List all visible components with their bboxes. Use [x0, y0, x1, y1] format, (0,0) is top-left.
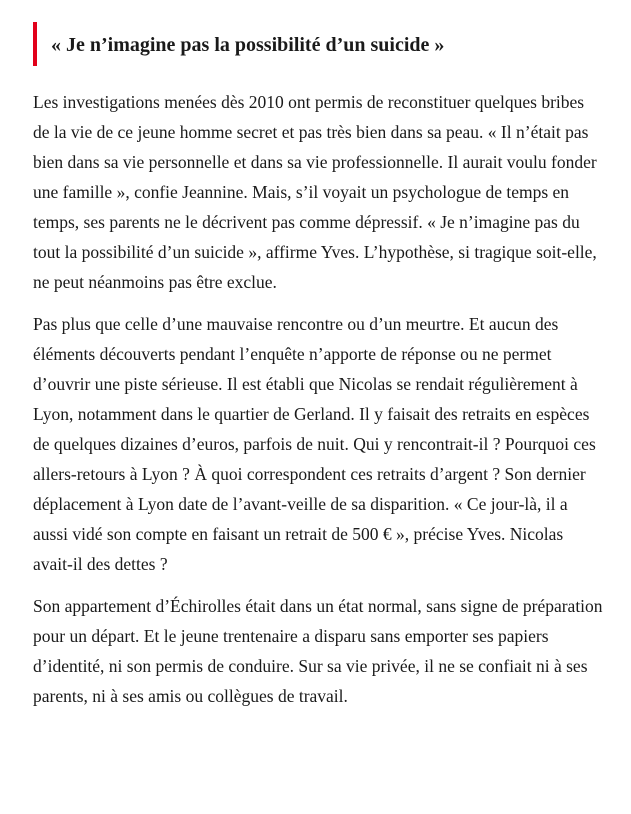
paragraph-2: Pas plus que celle d’une mauvaise rencontre ou d’un meurtre. Et aucun des éléments découverts pendant l’enquête n’apporte de réponse ou ne permet d’ouvrir une piste sérieuse. Il est établi que Nicolas se rendait régulièrement à Lyon, notamment dans le quartier de Gerland. Il y faisait des retraits en espèces de quelques dizaines d’euros, parfois de nuit. Qui y rencontrait-il ? Pourquoi ces allers-retours à Lyon ? À quoi correspondent ces retraits d’argent ? Son dernier déplacement à Lyon date de l’avant-veille de sa disparition. « Ce jour-là, il a aussi vidé son compte en faisant un retrait de 500 € », précise Yves. Nicolas avait-il des dettes ? [33, 314, 596, 574]
paragraph-3: Son appartement d’Échirolles était dans un état normal, sans signe de préparation pour un départ. Et le jeune trentenaire a disparu sans emporter ses papiers d’identité, ni son permis de conduire. Sur sa vie privée, il ne se confiait ni à ses parents, ni à ses amis ou collègues de travail. [33, 596, 603, 706]
heading-accent-bar [33, 22, 37, 66]
paragraph-1: Les investigations menées dès 2010 ont permis de reconstituer quelques bribes de la vie de ce jeune homme secret et pas très bien dans sa peau. « Il n’était pas bien dans sa vie personnelle et dans sa vie professionnelle. Il aurait voulu fonder une famille », confie Jeannine. Mais, s’il voyait un psychologue de temps en temps, ses parents ne le décrivent pas comme dépressif. « Je n’imagine pas du tout la possibilité d’un suicide », affirme Yves. L’hypothèse, si tragique soit-elle, ne peut néanmoins pas être exclue. [33, 92, 597, 292]
article-body [33, 87, 603, 723]
section-heading: « Je n’imagine pas la possibilité d’un suicide » [51, 34, 445, 56]
section-heading-block [33, 22, 603, 66]
